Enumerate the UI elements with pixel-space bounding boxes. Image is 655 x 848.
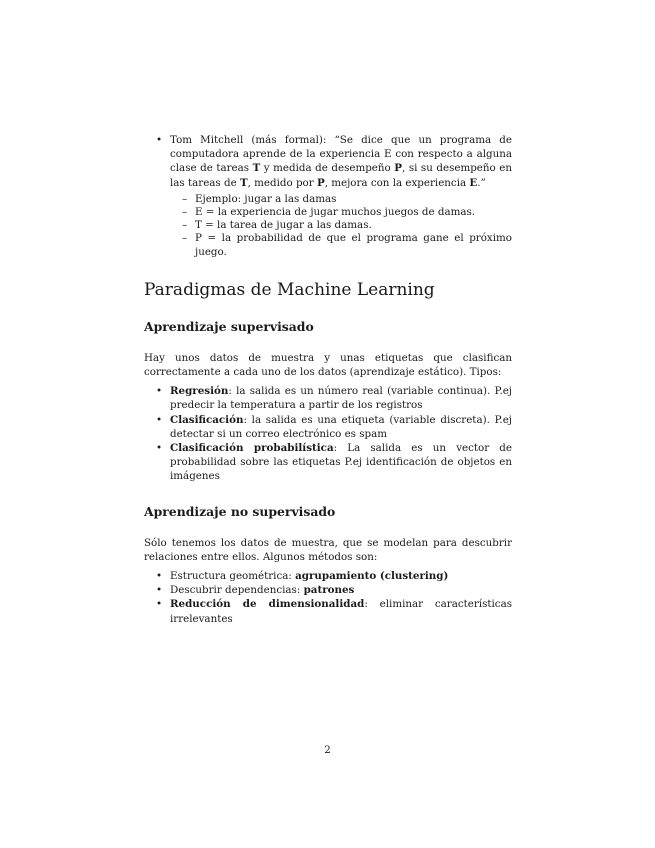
mitchell-definition (144, 133, 512, 259)
unsupervised-heading: Aprendizaje no supervisado (144, 503, 336, 519)
unsupervised-list (144, 569, 512, 626)
list-item (144, 441, 512, 484)
list-item (144, 413, 512, 441)
term-description: : La salida es un vector de probabilidad sobre las etiquetas P.ej identificación de objetos en imágenes (170, 442, 512, 483)
definition-text: .” (477, 176, 486, 189)
term: Regresión (170, 385, 229, 398)
list-item (144, 569, 512, 583)
example-item: – T = la tarea de jugar a las damas. (170, 219, 512, 232)
list-item (144, 597, 512, 625)
task-symbol: T (239, 176, 248, 189)
list-item (144, 583, 512, 597)
example-item: – Ejemplo: jugar a las damas (170, 193, 512, 206)
definition-text: , mejora con la experiencia (324, 176, 470, 189)
mitchell-list (144, 133, 512, 259)
supervised-list (144, 384, 512, 483)
list-item (144, 384, 512, 412)
supervised-heading: Aprendizaje supervisado (144, 318, 314, 334)
example-list (170, 193, 512, 259)
term: patrones (303, 584, 355, 597)
unsupervised-paragraph: Sólo tenemos los datos de muestra, que se modelan para descubrir relaciones entre ellos. Algunos métodos son: (144, 536, 512, 563)
term-description: Estructura geométrica: (170, 570, 296, 583)
term-description: : la salida es un número real (variable continua). P.ej predecir la temperatura a partir de los registros (170, 385, 512, 412)
task-symbol: T (252, 162, 261, 175)
term-description: : eliminar características irrelevantes (170, 598, 512, 625)
definition-text: y medida de desempeño (260, 162, 395, 175)
performance-symbol: P (394, 162, 403, 175)
performance-symbol: P (316, 176, 325, 189)
section-title: Paradigmas de Machine Learning (144, 279, 435, 300)
term-description: Descubrir dependencias: (170, 584, 304, 597)
term: agrupamiento (clustering) (295, 570, 449, 583)
supervised-paragraph: Hay unos datos de muestra y unas etiquetas que clasifican correctamente a cada uno de los datos (aprendizaje estático). Tipos: (144, 351, 512, 379)
term: Clasificación (170, 413, 244, 426)
definition-text: , si su desempeño en las tareas de (170, 162, 512, 189)
page-number: 2 (324, 744, 331, 756)
definition-text: Tom Mitchell (más formal): “Se dice que un programa de computadora aprende de la experiencia E con respecto a alguna clase de tareas (170, 134, 512, 175)
experience-symbol: E (469, 176, 478, 189)
definition-text: , medido por (247, 176, 317, 189)
example-item: – E = la experiencia de jugar muchos juegos de damas. (170, 206, 512, 219)
term: Clasificación probabilística (170, 442, 334, 455)
term: Reducción de dimensionalidad (170, 598, 365, 611)
page-content (144, 133, 512, 626)
example-item: – P = la probabilidad de que el programa gane el próximo juego. (170, 232, 512, 258)
term-description: : la salida es una etiqueta (variable discreta). P.ej detectar si un correo electrónico es spam (170, 413, 512, 440)
